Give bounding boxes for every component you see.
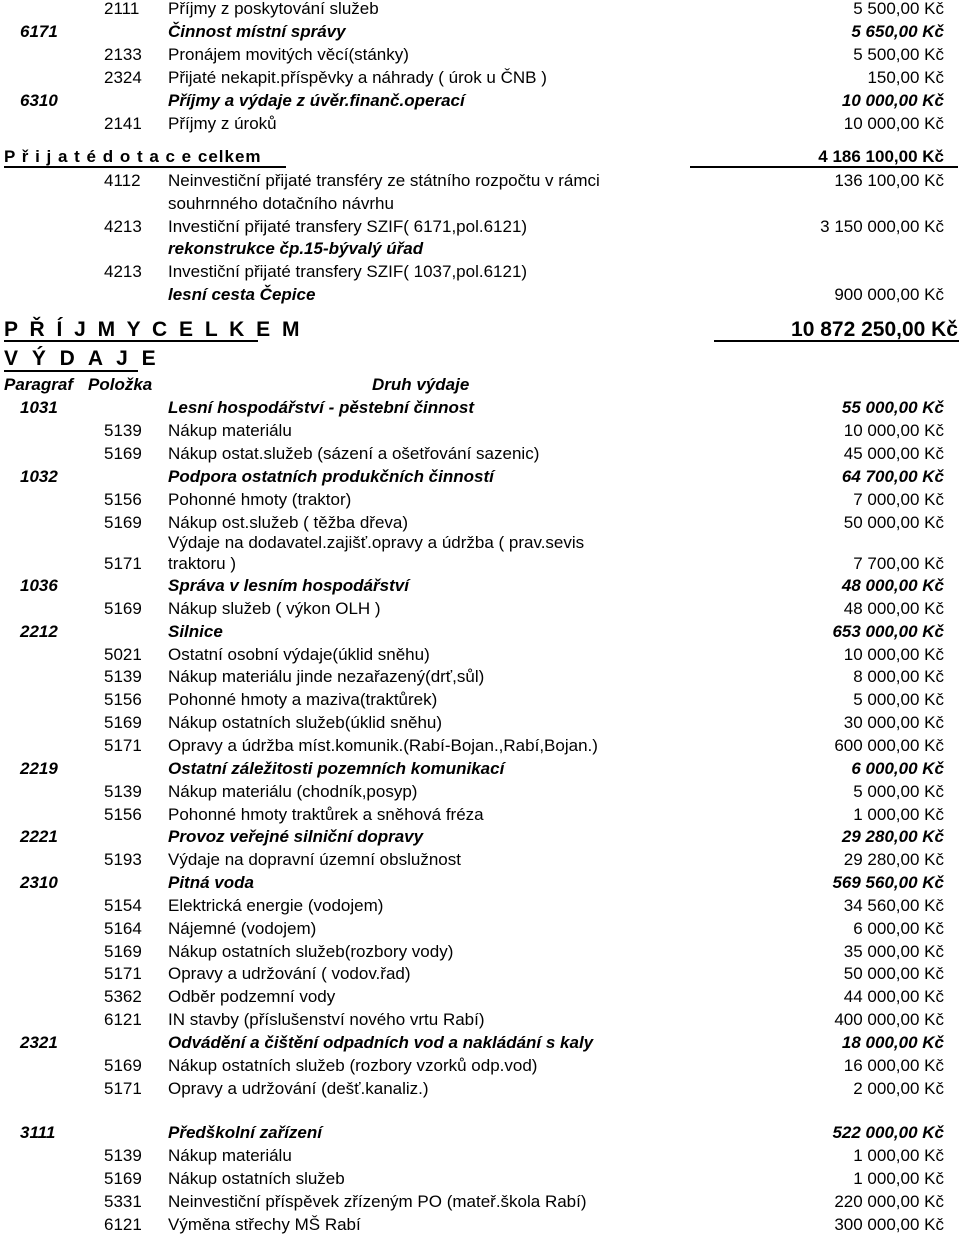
table-row (0, 396, 960, 419)
item-code: 5169 (104, 513, 142, 532)
item-code: 2111 (104, 0, 140, 18)
item-name: Nákup ostatních služeb (rozbory vzorků odp.vod) (168, 1055, 538, 1075)
paragraph-amount: 10 000,00 Kč (841, 91, 944, 110)
prijmy-label-underline (4, 340, 258, 342)
paragraph-amount: 64 700,00 Kč (841, 467, 944, 486)
item-name: Nákup ostatních služeb(rozbory vody) (168, 941, 454, 961)
table-row (0, 1008, 960, 1031)
item-amount: 400 000,00 Kč (834, 1010, 944, 1030)
item-name-line2: traktoru ) (168, 554, 237, 573)
item-amount: 48 000,00 Kč (843, 598, 944, 618)
paragraph-code: 6171 (20, 22, 58, 41)
item-code: 5156 (104, 804, 142, 824)
item-code: 5169 (104, 713, 142, 733)
paragraph-name: Lesní hospodářství - pěstební činnost (168, 398, 475, 417)
item-name: Nákup materiálu (168, 1146, 292, 1165)
item-code: 5193 (104, 850, 142, 870)
item-name: Opravy a udržování ( vodov.řad) (168, 964, 411, 984)
item-amount: 300 000,00 Kč (834, 1215, 944, 1234)
item-name: Nákup ostatních služeb(úklid sněhu) (168, 713, 443, 733)
item-amount: 45 000,00 Kč (843, 444, 944, 463)
item-amount: 50 000,00 Kč (843, 513, 944, 532)
item-code: 5169 (104, 1055, 142, 1075)
table-row (0, 1167, 960, 1190)
item-name-line2: souhrnného dotačního návrhu (168, 194, 394, 213)
item-amount: 44 000,00 Kč (843, 987, 944, 1007)
paragraph-name: Odvádění a čištění odpadních vod a nakládání s kaly (168, 1033, 594, 1052)
item-name: Nákup ostat.služeb (sázení a ošetřování sazenic) (168, 444, 540, 463)
paragraph-code: 2212 (20, 621, 58, 641)
item-code: 5169 (104, 444, 142, 463)
item-amount: 50 000,00 Kč (843, 964, 944, 984)
paragraph-name: Provoz veřejné silniční dopravy (168, 827, 424, 847)
item-name: Elektrická energie (vodojem) (168, 895, 384, 915)
table-row (0, 757, 960, 780)
table-row (0, 940, 960, 963)
table-row (0, 1077, 960, 1100)
item-code: 2324 (104, 68, 142, 87)
table-row (0, 734, 960, 757)
table-row (0, 803, 960, 826)
column-header-row (0, 373, 960, 396)
table-row (0, 1144, 960, 1167)
item-code: 5169 (104, 1169, 142, 1188)
item-amount: 10 000,00 Kč (843, 644, 944, 664)
table-row (0, 1054, 960, 1077)
item-name: Nájemné (vodojem) (168, 918, 317, 938)
item-name: IN stavby (příslušenství nového vrtu Rabí) (168, 1010, 485, 1030)
item-name: Výdaje na dodavatel.zajišť.opravy a údržba ( prav.sevis (168, 533, 585, 552)
item-name: Pohonné hmoty traktůrek a sněhová fréza (168, 804, 484, 824)
table-row (0, 780, 960, 803)
item-amount: 150,00 Kč (867, 68, 944, 87)
item-amount: 5 500,00 Kč (853, 45, 944, 64)
col-header-druh: Druh výdaje (372, 375, 470, 394)
dotace-title-underline (4, 166, 286, 168)
table-row (0, 442, 960, 465)
item-amount: 1 000,00 Kč (853, 1146, 944, 1165)
table-row (0, 871, 960, 894)
item-amount: 136 100,00 Kč (834, 171, 944, 190)
item-code: 2141 (104, 114, 142, 133)
col-header-paragraf: Paragraf (4, 375, 73, 394)
table-row (0, 112, 960, 135)
table-row (0, 825, 960, 848)
item-name: Nákup materiálu (chodník,posyp) (168, 781, 418, 801)
table-row (0, 260, 960, 283)
paragraph-amount: 5 650,00 Kč (851, 22, 944, 41)
item-name: Investiční přijaté transfery SZIF( 6171,pol.6121) (168, 217, 528, 236)
item-code: 4213 (104, 217, 142, 236)
paragraph-code: 3111 (20, 1123, 56, 1142)
paragraph-code: 2310 (20, 873, 58, 893)
item-code: 5362 (104, 987, 142, 1007)
paragraph-code: 2221 (20, 827, 58, 847)
dotace-total: 4 186 100,00 Kč (818, 147, 944, 166)
table-row (0, 1121, 960, 1144)
item-amount: 1 000,00 Kč (853, 804, 944, 824)
item-amount: 7 000,00 Kč (853, 490, 944, 509)
table-row-continuation (0, 192, 960, 215)
paragraph-amount: 522 000,00 Kč (832, 1123, 944, 1142)
item-amount: 8 000,00 Kč (853, 667, 944, 687)
item-amount: 35 000,00 Kč (843, 941, 944, 961)
table-row (0, 848, 960, 871)
item-code: 5156 (104, 690, 142, 710)
item-amount: 30 000,00 Kč (843, 713, 944, 733)
item-amount: 1 000,00 Kč (853, 1169, 944, 1188)
table-row (0, 89, 960, 112)
table-row (0, 215, 960, 238)
table-row (0, 419, 960, 442)
table-row (0, 665, 960, 688)
item-amount: 16 000,00 Kč (843, 1055, 944, 1075)
table-row-continuation (0, 283, 960, 306)
item-amount: 10 000,00 Kč (843, 421, 944, 440)
paragraph-amount: 6 000,00 Kč (851, 758, 944, 778)
table-row (0, 20, 960, 43)
item-code: 5171 (104, 554, 142, 573)
item-name: Příjmy z poskytování služeb (168, 0, 379, 18)
item-code: 5171 (104, 1078, 142, 1098)
paragraph-code: 1032 (20, 467, 58, 486)
table-row (0, 985, 960, 1008)
item-name: Neinvestiční příspěvek zřízeným PO (mateř.škola Rabí) (168, 1192, 587, 1211)
table-row (0, 597, 960, 620)
item-amount: 34 560,00 Kč (843, 895, 944, 915)
item-code: 2133 (104, 45, 142, 64)
vydaje-title-underline (4, 370, 138, 372)
item-name: Pohonné hmoty a maziva(traktůrek) (168, 690, 438, 710)
paragraph-amount: 55 000,00 Kč (841, 398, 944, 417)
item-name: Výměna střechy MŠ Rabí (168, 1215, 361, 1234)
table-row (0, 962, 960, 985)
item-code: 5171 (104, 964, 142, 984)
item-name: Nákup ostatních služeb (168, 1169, 345, 1188)
paragraph-code: 2219 (20, 758, 58, 778)
table-row (0, 488, 960, 511)
table-row (0, 465, 960, 488)
item-amount: 5 500,00 Kč (853, 0, 944, 18)
table-row (0, 574, 960, 597)
item-code: 5139 (104, 781, 142, 801)
vydaje-title-row (0, 345, 960, 372)
item-code: 5139 (104, 421, 142, 440)
paragraph-amount: 18 000,00 Kč (841, 1033, 944, 1052)
prijmy-total-row (0, 317, 960, 342)
item-name-line2: lesní cesta Čepice (168, 285, 316, 304)
dotace-title: P ř i j a t é d o t a c e celkem (4, 147, 262, 166)
paragraph-name: Ostatní záležitosti pozemních komunikací (168, 758, 505, 778)
table-row (0, 917, 960, 940)
item-code: 5156 (104, 490, 142, 509)
item-amount: 5 000,00 Kč (853, 781, 944, 801)
item-code: 5154 (104, 895, 142, 915)
item-code: 5171 (104, 735, 142, 755)
paragraph-amount: 48 000,00 Kč (841, 576, 944, 595)
item-code: 5164 (104, 918, 142, 938)
table-row (0, 43, 960, 66)
table-row-continuation (0, 531, 960, 554)
item-name: Nákup materiálu jinde nezařazený(drť,sůl) (168, 667, 485, 687)
item-code: 4213 (104, 262, 142, 281)
item-name: Pronájem movitých věcí(stánky) (168, 45, 409, 64)
item-code: 5331 (104, 1192, 142, 1211)
item-code: 5139 (104, 667, 142, 687)
item-amount: 600 000,00 Kč (834, 735, 944, 755)
item-name: Výdaje na dopravní územní obslužnost (168, 850, 461, 870)
paragraph-amount: 653 000,00 Kč (832, 621, 944, 641)
item-amount: 10 000,00 Kč (843, 114, 944, 133)
table-row-continuation (0, 237, 960, 260)
item-code: 6121 (104, 1010, 142, 1030)
table-row (0, 1031, 960, 1054)
table-row (0, 169, 960, 192)
item-code: 5169 (104, 941, 142, 961)
item-code: 5169 (104, 598, 142, 618)
paragraph-name: Činnost místní správy (168, 22, 346, 41)
item-name: Příjmy z úroků (168, 114, 277, 133)
item-name: Opravy a udržování (dešť.kanaliz.) (168, 1078, 429, 1098)
paragraph-code: 1036 (20, 576, 58, 595)
paragraph-name: Podpora ostatních produkčních činností (168, 467, 494, 486)
item-code: 5139 (104, 1146, 142, 1165)
item-amount: 7 700,00 Kč (853, 554, 944, 573)
vydaje-title: V Ý D A J E (4, 347, 160, 370)
item-amount: 5 000,00 Kč (853, 690, 944, 710)
item-name: Nákup ost.služeb ( těžba dřeva) (168, 513, 409, 532)
item-amount: 900 000,00 Kč (834, 285, 944, 304)
paragraph-name: Příjmy a výdaje z úvěr.finanč.operací (168, 91, 465, 110)
item-name: Nákup materiálu (168, 421, 292, 440)
table-row (0, 643, 960, 666)
paragraph-name: Předškolní zařízení (168, 1123, 322, 1142)
item-name: Investiční přijaté transfery SZIF( 1037,pol.6121) (168, 262, 528, 281)
paragraph-amount: 29 280,00 Kč (841, 827, 944, 847)
item-name: Přijaté nekapit.příspěvky a náhrady ( úrok u ČNB ) (168, 68, 547, 87)
item-amount: 2 000,00 Kč (853, 1078, 944, 1098)
item-name: Neinvestiční přijaté transféry ze státního rozpočtu v rámci (168, 171, 600, 190)
table-row (0, 711, 960, 734)
table-row (0, 66, 960, 89)
table-row (0, 552, 960, 575)
table-row (0, 1213, 960, 1236)
table-row (0, 620, 960, 643)
dotace-heading-row (0, 145, 960, 168)
item-amount: 220 000,00 Kč (834, 1192, 944, 1211)
item-code: 4112 (104, 171, 141, 190)
item-name: Odběr podzemní vody (168, 987, 336, 1007)
item-code: 6121 (104, 1215, 142, 1234)
item-name: Nákup služeb ( výkon OLH ) (168, 598, 381, 618)
item-amount: 29 280,00 Kč (843, 850, 944, 870)
prijmy-total-label: P Ř Í J M Y C E L K E M (4, 318, 303, 341)
item-name: Ostatní osobní výdaje(úklid sněhu) (168, 644, 430, 664)
dotace-total-underline (690, 166, 958, 168)
item-name-line2: rekonstrukce čp.15-bývalý úřad (168, 239, 424, 258)
paragraph-code: 1031 (20, 398, 58, 417)
item-name: Opravy a údržba míst.komunik.(Rabí-Bojan.,Rabí,Bojan.) (168, 735, 598, 755)
item-amount: 6 000,00 Kč (853, 918, 944, 938)
prijmy-amount-underline (714, 340, 959, 342)
table-row (0, 688, 960, 711)
prijmy-total-amount: 10 872 250,00 Kč (791, 318, 958, 341)
table-row (0, 1190, 960, 1213)
item-amount: 3 150 000,00 Kč (820, 217, 944, 236)
table-row (0, 0, 960, 20)
paragraph-code: 6310 (20, 91, 58, 110)
item-code: 5021 (104, 644, 142, 664)
paragraph-name: Správa v lesním hospodářství (168, 576, 409, 595)
paragraph-code: 2321 (20, 1033, 58, 1052)
paragraph-amount: 569 560,00 Kč (832, 873, 944, 893)
paragraph-name: Pitná voda (168, 873, 254, 893)
table-row (0, 894, 960, 917)
col-header-polozka: Položka (88, 375, 153, 394)
item-name: Pohonné hmoty (traktor) (168, 490, 352, 509)
paragraph-name: Silnice (168, 621, 223, 641)
